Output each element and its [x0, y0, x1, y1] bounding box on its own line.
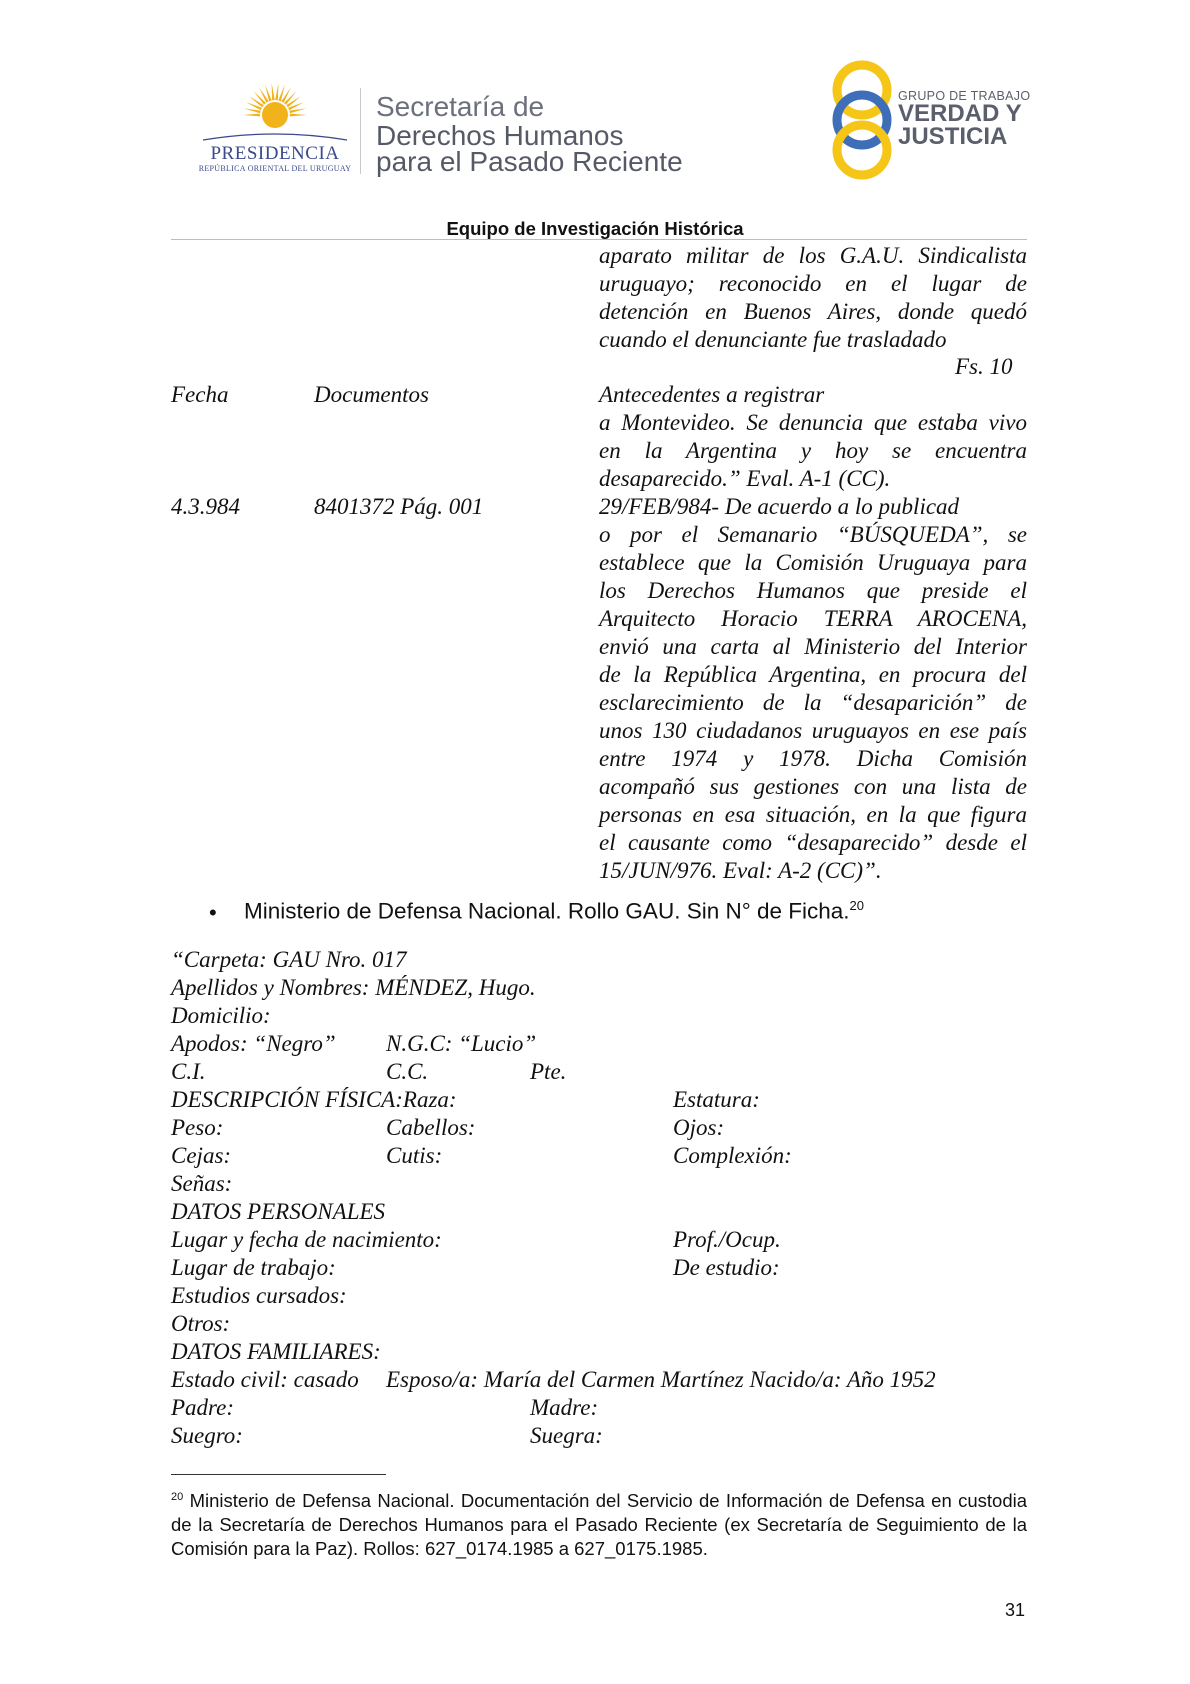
column-header-fecha: Fecha	[171, 382, 229, 407]
presidencia-logo-subtext: REPÚBLICA ORIENTAL DEL URUGUAY	[198, 164, 352, 173]
raza-label: Raza:	[402, 1087, 457, 1112]
field-apellidos: Apellidos y Nombres: MÉNDEZ, Hugo.	[171, 975, 536, 1000]
continued-entry-2	[599, 409, 1027, 493]
field-suegro: Suegro:	[171, 1423, 243, 1448]
text-line: Arquitecto Horacio TERRA AROCENA,	[599, 606, 1027, 631]
field-estado-civil: Estado civil: casado	[171, 1367, 359, 1392]
field-domicilio: Domicilio:	[171, 1003, 271, 1028]
sun-ray	[275, 83, 278, 100]
sun-ray	[286, 96, 301, 107]
footnote-rule	[171, 1474, 386, 1475]
text-line: esclarecimiento de la “desaparición” de	[599, 690, 1027, 715]
secretaria-line-2: Derechos Humanos	[376, 120, 624, 151]
folio-reference: Fs. 10	[955, 354, 1013, 379]
field-esposo: Esposo/a: María del Carmen Martínez Nacido/a: Año 1952	[386, 1367, 936, 1392]
text-line: entre 1974 y 1978. Dicha Comisión	[599, 746, 1027, 771]
row-documento: 8401372 Pág. 001	[314, 494, 484, 519]
footnote	[171, 1485, 1027, 1561]
gtvj-line-1: GRUPO DE TRABAJO	[898, 89, 1031, 103]
field-ojos: Ojos:	[673, 1115, 725, 1140]
field-lugar-fecha-nac: Lugar y fecha de nacimiento:	[171, 1227, 442, 1252]
field-cutis: Cutis:	[386, 1143, 443, 1168]
text-line: detención en Buenos Aires, donde quedó	[599, 299, 1027, 324]
text-line: aparato militar de los G.A.U. Sindicalista	[599, 243, 1027, 268]
text-line: de la República Argentina, en procura del	[599, 662, 1027, 687]
field-ngc: N.G.C: “Lucio”	[386, 1031, 537, 1056]
sun-ray	[281, 87, 291, 102]
text-line: personas en esa situación, en la que figura	[599, 802, 1027, 827]
section-datos-personales: DATOS PERSONALES	[171, 1199, 386, 1224]
field-estatura: Estatura:	[673, 1087, 760, 1112]
field-complexion: Complexión:	[673, 1143, 792, 1168]
field-cc: C.C.	[386, 1059, 429, 1084]
field-de-estudio: De estudio:	[673, 1255, 780, 1280]
text-line: envió una carta al Ministerio del Interior	[599, 634, 1027, 659]
footnote-text: Ministerio de Defensa Nacional. Documentación del Servicio de Información de Defensa en custodia de la Secretaría de Derechos Humanos para el Pasado Reciente (ex Secretaría de Seguimiento de la Comisión para la Paz). Rollos: 627_0174.1985 a 627_0175.1985.	[171, 1490, 1028, 1560]
bullet-icon: •	[209, 900, 217, 925]
field-otros: Otros:	[171, 1311, 231, 1336]
header-rule	[171, 239, 1027, 240]
field-senas: Señas:	[171, 1171, 233, 1196]
field-suegra: Suegra:	[530, 1423, 603, 1448]
field-carpeta: “Carpeta: GAU Nro. 017	[171, 947, 407, 972]
text-line: 29/FEB/984- De acuerdo a lo publicad	[599, 494, 960, 519]
sun-ray	[289, 108, 306, 113]
text-line: 15/JUN/976. Eval: A-2 (CC)”.	[599, 858, 882, 883]
secretaria-line-1: Secretaría de	[376, 91, 545, 122]
sun-ray	[249, 96, 264, 107]
section-datos-familiares: DATOS FAMILIARES:	[171, 1339, 381, 1364]
team-title: Equipo de Investigación Histórica	[446, 218, 744, 239]
sun-ray	[272, 83, 275, 100]
sun-ray	[259, 87, 269, 102]
sun-ray	[290, 114, 307, 117]
text-line: el causante como “desaparecido” desde el	[599, 830, 1027, 855]
gtvj-line-2: VERDAD Y	[898, 100, 1022, 127]
field-apodos: Apodos: “Negro”	[171, 1031, 336, 1056]
continued-entry	[599, 242, 1027, 354]
row-fecha: 4.3.984	[171, 494, 240, 519]
sun-ray	[244, 108, 261, 113]
text-line: unos 130 ciudadanos uruguayos en ese país	[599, 718, 1027, 743]
gtvj-line-3: JUSTICIA	[898, 123, 1008, 150]
text-line: los Derechos Humanos que preside el	[599, 578, 1027, 603]
text-line: desaparecido.” Eval. A-1 (CC).	[599, 466, 891, 491]
field-pte: Pte.	[530, 1059, 567, 1084]
text-line: o por el Semanario “BÚSQUEDA”, se	[599, 522, 1027, 547]
text-line: establece que la Comisión Uruguaya para	[599, 550, 1027, 575]
text-line: cuando el denunciante fue trasladado	[599, 327, 947, 352]
sun-ray	[243, 114, 260, 117]
field-cejas: Cejas:	[171, 1143, 232, 1168]
text-line: a Montevideo. Se denuncia que estaba vivo	[599, 410, 1027, 435]
column-header-antecedentes: Antecedentes a registrar	[599, 382, 825, 407]
field-peso: Peso:	[171, 1115, 224, 1140]
descripcion-label: DESCRIPCIÓN FÍSICA:	[171, 1087, 403, 1112]
field-madre: Madre:	[530, 1395, 599, 1420]
field-padre: Padre:	[171, 1395, 235, 1420]
bullet-label: Ministerio de Defensa Nacional. Rollo GAU. Sin N° de Ficha.	[244, 898, 850, 924]
presidencia-logo-text: PRESIDENCIA	[210, 143, 340, 164]
footnote-ref[interactable]: 20	[849, 898, 864, 913]
row-antecedentes	[599, 493, 1027, 885]
field-cabellos: Cabellos:	[386, 1115, 476, 1140]
secretaria-line-3: para el Pasado Reciente	[376, 146, 683, 177]
page-number: 31	[1005, 1600, 1026, 1620]
field-lugar-trabajo: Lugar de trabajo:	[171, 1255, 336, 1280]
field-estudios: Estudios cursados:	[171, 1283, 347, 1308]
field-prof-ocup: Prof./Ocup.	[673, 1227, 781, 1252]
text-line: en la Argentina y hoy se encuentra	[599, 438, 1027, 463]
field-descripcion	[171, 1086, 457, 1114]
text-line: uruguayo; reconocido en el lugar de	[599, 271, 1027, 296]
footnote-number: 20	[171, 1491, 184, 1503]
field-ci: C.I.	[171, 1059, 206, 1084]
text-line: acompañó sus gestiones con una lista de	[599, 774, 1027, 799]
verdad-justicia-rings-logo	[822, 58, 902, 180]
column-header-documentos: Documentos	[314, 382, 429, 407]
header-divider	[360, 88, 361, 174]
bullet-text	[244, 898, 864, 925]
